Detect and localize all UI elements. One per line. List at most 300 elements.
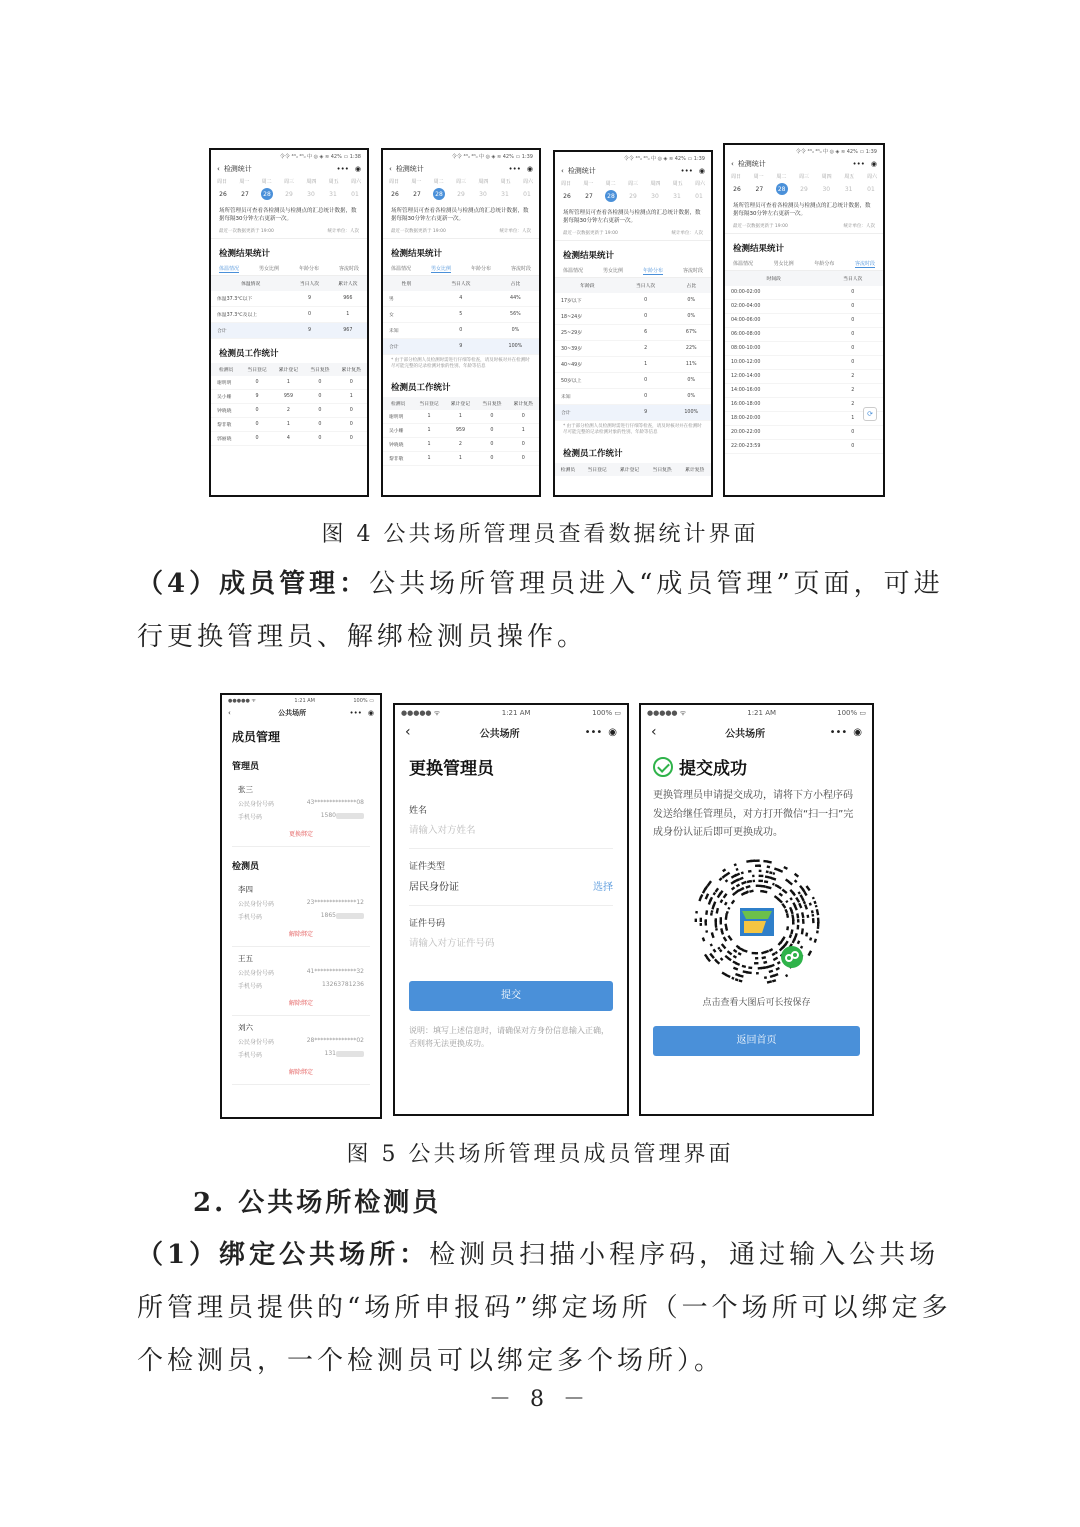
paragraph-member-management bbox=[137, 558, 963, 664]
more-icon[interactable]: ••• bbox=[349, 709, 362, 717]
table-cell: 钟晓晓 bbox=[211, 403, 241, 417]
update-time: 最近一次数据更新于 19:00 bbox=[733, 223, 788, 229]
table-cell: 25~29岁 bbox=[555, 324, 620, 340]
table-row bbox=[725, 397, 883, 411]
phone-statistics-3 bbox=[553, 150, 713, 497]
mini-program-code-icon bbox=[692, 857, 822, 987]
table-row bbox=[725, 327, 883, 341]
weekday-label: 周五 bbox=[844, 174, 855, 180]
back-icon[interactable]: ‹ bbox=[217, 165, 220, 173]
mini-program-code[interactable] bbox=[653, 857, 860, 987]
table-cell: 0 bbox=[476, 438, 507, 452]
date-item[interactable]: 28 bbox=[261, 188, 273, 200]
table-row bbox=[383, 424, 539, 438]
weekday-label: 周二 bbox=[261, 179, 272, 185]
close-capsule-icon[interactable]: ◉ bbox=[354, 165, 361, 173]
stats-tab[interactable]: 男女比例 bbox=[430, 265, 451, 272]
paragraph-text: 检测员扫描小程序码，通过输入公共场所管理员提供的“场所申报码”绑定场所（一个场所可以绑定多个检测员，一个检测员可以绑定多个场所）。 bbox=[137, 1240, 952, 1376]
table-row bbox=[725, 299, 883, 313]
table-cell: 0 bbox=[822, 355, 883, 369]
table-row bbox=[211, 306, 367, 322]
phone-label: 手机号码 bbox=[238, 814, 263, 821]
table-row bbox=[383, 410, 539, 424]
stats-tab[interactable]: 客流时段 bbox=[682, 267, 703, 274]
more-icon[interactable]: ••• bbox=[508, 165, 521, 173]
table-header: 当日登记 bbox=[241, 363, 272, 376]
table-cell: 0 bbox=[304, 403, 335, 417]
date-item[interactable]: 31 bbox=[844, 185, 853, 193]
table-cell: 9 bbox=[620, 404, 672, 420]
total-row bbox=[383, 338, 539, 354]
table-cell: 0 bbox=[620, 308, 672, 324]
phone-label: 手机号码 bbox=[238, 983, 263, 990]
page-title: 更换管理员 bbox=[409, 759, 494, 779]
date-item[interactable]: 31 bbox=[673, 192, 681, 200]
page-title: 提交成功 bbox=[679, 759, 747, 779]
worker-table bbox=[211, 363, 367, 446]
table-cell: 67% bbox=[671, 324, 711, 340]
table-cell: 合计 bbox=[383, 338, 430, 354]
id-type-value: 居民身份证 bbox=[409, 882, 459, 893]
nav-title: 检测统计 bbox=[567, 167, 596, 175]
table-cell: 20:00-22:00 bbox=[725, 425, 822, 439]
table-header: 占比 bbox=[671, 278, 711, 293]
stats-tab[interactable]: 年龄分布 bbox=[298, 265, 319, 272]
table-cell: 959 bbox=[273, 389, 304, 403]
phone-member-list bbox=[220, 693, 382, 1119]
table-cell: 0 bbox=[508, 410, 539, 424]
table-cell: 0% bbox=[492, 322, 539, 338]
table-cell: 06:00-08:00 bbox=[725, 327, 822, 341]
table-cell: 郭丽晓 bbox=[211, 431, 241, 445]
section-heading: 2. 公共场所检测员 bbox=[193, 1188, 442, 1218]
table-row bbox=[211, 376, 367, 390]
table-cell: 5 bbox=[430, 306, 492, 322]
table-cell: 0 bbox=[304, 431, 335, 445]
table-cell: 100% bbox=[492, 338, 539, 354]
date-item[interactable]: 26 bbox=[563, 192, 571, 200]
table-cell: 0 bbox=[508, 438, 539, 452]
phone-value: 131 bbox=[324, 1050, 336, 1057]
worker-stats-title: 检测员工作统计 bbox=[391, 383, 451, 394]
total-row bbox=[555, 404, 711, 420]
paragraph-lead: （4）成员管理： bbox=[137, 569, 370, 599]
table-cell: 9 bbox=[430, 338, 492, 354]
weekday-label: 周二 bbox=[605, 181, 616, 187]
figure-5-caption: 图 5 公共场所管理员成员管理界面 bbox=[346, 1142, 734, 1167]
table-header: 当日人次 bbox=[430, 276, 492, 291]
table-cell: 959 bbox=[445, 424, 476, 438]
description: 场所管理员可查看各检测员与检测点的汇总统计数据，数据每隔30分钟左右更新一次。 bbox=[219, 208, 357, 223]
weekday-label: 周二 bbox=[433, 179, 444, 185]
table-cell: 0 bbox=[508, 452, 539, 466]
table-cell: 12:00-14:00 bbox=[725, 369, 822, 383]
table-cell: 1 bbox=[329, 306, 367, 322]
weekday-label: 周五 bbox=[500, 179, 511, 185]
close-capsule-icon[interactable]: ◉ bbox=[870, 160, 877, 168]
more-icon[interactable]: ••• bbox=[829, 726, 848, 738]
table-header: 检测员 bbox=[211, 363, 241, 376]
scan-icon[interactable]: ⟳ bbox=[863, 407, 877, 421]
table-cell: 1 bbox=[822, 411, 883, 425]
stats-tab[interactable]: 体温情况 bbox=[391, 265, 412, 272]
stats-tab[interactable]: 客流时段 bbox=[510, 265, 531, 272]
table-cell: 谢明明 bbox=[211, 376, 241, 390]
nav-title: 公共场所 bbox=[725, 728, 766, 740]
table-cell: 未知 bbox=[383, 322, 430, 338]
table-cell: 1 bbox=[413, 452, 444, 466]
stats-tab[interactable]: 男女比例 bbox=[258, 265, 279, 272]
status-battery: 100% ▭ bbox=[353, 698, 374, 704]
weekday-label: 周三 bbox=[627, 181, 638, 187]
weekday-label: 周日 bbox=[731, 174, 742, 180]
table-cell: 9 bbox=[290, 322, 328, 338]
weekday-label: 周三 bbox=[798, 174, 809, 180]
table-cell: 钟晓晓 bbox=[383, 438, 413, 452]
date-item[interactable]: 29 bbox=[629, 192, 637, 200]
stats-tab[interactable]: 客流时段 bbox=[338, 265, 359, 272]
table-cell: 00:00-02:00 bbox=[725, 286, 822, 300]
date-item[interactable]: 27 bbox=[413, 190, 421, 198]
table-cell: 吴小姗 bbox=[211, 389, 241, 403]
table-cell: 2 bbox=[273, 403, 304, 417]
table-cell: 0% bbox=[671, 293, 711, 309]
phone-label: 手机号码 bbox=[238, 1052, 263, 1059]
date-item[interactable]: 28 bbox=[605, 190, 617, 202]
table-cell: 谢明明 bbox=[383, 410, 413, 424]
unbind-button[interactable]: 解除绑定 bbox=[232, 992, 370, 1016]
phone-statistics-2 bbox=[381, 148, 541, 497]
total-row bbox=[211, 322, 367, 338]
table-cell: 1 bbox=[508, 424, 539, 438]
table-header: 当日复热 bbox=[646, 463, 679, 476]
table-row bbox=[725, 341, 883, 355]
table-cell: 9 bbox=[241, 389, 272, 403]
close-capsule-icon[interactable]: ◉ bbox=[698, 167, 705, 175]
success-check-icon bbox=[653, 757, 673, 777]
table-row bbox=[383, 438, 539, 452]
table-cell: 40~49岁 bbox=[555, 356, 620, 372]
phone-value: 13263781236 bbox=[322, 981, 364, 988]
table-cell: 合计 bbox=[555, 404, 620, 420]
table-cell: 0% bbox=[671, 308, 711, 324]
table-cell: 0 bbox=[822, 327, 883, 341]
nav-title: 公共场所 bbox=[278, 709, 307, 717]
id-number-label: 证件号码 bbox=[409, 919, 446, 929]
nav-title: 检测统计 bbox=[737, 160, 766, 168]
more-icon[interactable]: ••• bbox=[336, 165, 349, 173]
table-cell: 1 bbox=[273, 417, 304, 431]
table-cell: 100% bbox=[671, 404, 711, 420]
weekday-label: 周四 bbox=[650, 181, 661, 187]
weekday-label: 周日 bbox=[561, 181, 572, 187]
change-binding-button[interactable]: 更换绑定 bbox=[232, 823, 370, 847]
stats-tab[interactable]: 男女比例 bbox=[602, 267, 623, 274]
date-item[interactable]: 30 bbox=[651, 192, 659, 200]
table-header: 累计复热 bbox=[508, 397, 539, 410]
table-header: 当日人次 bbox=[822, 271, 883, 286]
table-cell: 10:00-12:00 bbox=[725, 355, 822, 369]
table-cell: 0 bbox=[241, 431, 272, 445]
table-header: 占比 bbox=[492, 276, 539, 291]
date-item[interactable]: 31 bbox=[501, 190, 509, 198]
stats-tab[interactable]: 年龄分布 bbox=[814, 260, 835, 267]
date-item[interactable]: 26 bbox=[733, 185, 741, 193]
table-cell: 1 bbox=[413, 424, 444, 438]
description: 场所管理员可查看各检测员与检测点的汇总统计数据，数据每隔30分钟左右更新一次。 bbox=[733, 203, 871, 218]
date-item[interactable]: 27 bbox=[241, 190, 249, 198]
member-name: 李四 bbox=[238, 885, 253, 894]
member-name: 张三 bbox=[238, 785, 253, 794]
table-header: 当日复热 bbox=[476, 397, 507, 410]
date-item[interactable]: 28 bbox=[433, 188, 445, 200]
table-row bbox=[555, 324, 711, 340]
table-cell: 1 bbox=[413, 438, 444, 452]
more-icon[interactable]: ••• bbox=[852, 160, 865, 168]
date-item[interactable]: 30 bbox=[307, 190, 315, 198]
more-icon[interactable]: ••• bbox=[680, 167, 693, 175]
stats-tab[interactable]: 体温情况 bbox=[563, 267, 584, 274]
table-cell: 女 bbox=[383, 306, 430, 322]
table-cell: 1 bbox=[273, 376, 304, 390]
phone-statistics-1 bbox=[209, 148, 369, 497]
update-time: 最近一次数据更新于 19:00 bbox=[219, 228, 274, 234]
update-time: 最近一次数据更新于 19:00 bbox=[391, 228, 446, 234]
status-battery: 100% ▭ bbox=[837, 709, 866, 717]
redaction-blur bbox=[336, 913, 364, 919]
table-cell: 未知 bbox=[555, 388, 620, 404]
page-number: － 8 － bbox=[489, 1387, 591, 1412]
weekday-label: 周一 bbox=[753, 174, 764, 180]
table-cell: 18:00-20:00 bbox=[725, 411, 822, 425]
table-row bbox=[725, 313, 883, 327]
table-header: 检测员 bbox=[383, 397, 413, 410]
id-type-label: 证件类型 bbox=[409, 862, 446, 872]
table-header: 当日复热 bbox=[304, 363, 335, 376]
table-row bbox=[555, 293, 711, 309]
table-cell: 0 bbox=[822, 286, 883, 300]
table-row bbox=[725, 355, 883, 369]
weekday-label: 周一 bbox=[239, 179, 250, 185]
table-cell: 2 bbox=[445, 438, 476, 452]
table-header: 当日登记 bbox=[581, 463, 614, 476]
table-header: 时间段 bbox=[725, 271, 822, 286]
result-stats-title: 检测结果统计 bbox=[563, 250, 615, 261]
table-cell: 0% bbox=[671, 388, 711, 404]
table-cell: 2 bbox=[822, 369, 883, 383]
table-header: 累计复热 bbox=[678, 463, 711, 476]
date-item[interactable]: 27 bbox=[585, 192, 593, 200]
stats-tab[interactable]: 体温情况 bbox=[733, 260, 754, 267]
table-cell: 6 bbox=[620, 324, 672, 340]
table-cell: 22:00-23:59 bbox=[725, 439, 822, 453]
table-header: 当日登记 bbox=[413, 397, 444, 410]
table-row bbox=[383, 306, 539, 322]
table-cell: 1 bbox=[445, 410, 476, 424]
paragraph-bind-venue bbox=[137, 1229, 963, 1388]
table-cell: 14:00-16:00 bbox=[725, 383, 822, 397]
date-item[interactable]: 31 bbox=[329, 190, 337, 198]
table-cell: 18~24岁 bbox=[555, 308, 620, 324]
weekday-label: 周三 bbox=[283, 179, 294, 185]
table-note: * 由于部分检测人员检测时需进行仔细等检查，请及时核对并在检测时尽可能完整的记录检测对象的性别、年龄等信息 bbox=[391, 357, 530, 369]
close-capsule-icon[interactable]: ◉ bbox=[853, 726, 862, 738]
table-row bbox=[211, 431, 367, 445]
name-input[interactable]: 请输入对方姓名 bbox=[409, 825, 476, 836]
paragraph-lead: （1）绑定公共场所： bbox=[137, 1240, 430, 1270]
table-header: 性别 bbox=[383, 276, 430, 291]
back-icon[interactable]: ‹ bbox=[561, 167, 564, 175]
date-item[interactable]: 28 bbox=[776, 183, 788, 195]
more-icon[interactable]: ••• bbox=[584, 726, 603, 738]
table-cell: 44% bbox=[492, 291, 539, 307]
table-cell: 黎非敬 bbox=[383, 452, 413, 466]
status-signal: ●●●●● ᯤ bbox=[228, 698, 256, 704]
date-item[interactable]: 30 bbox=[479, 190, 487, 198]
redaction-blur bbox=[336, 1051, 364, 1057]
weekday-label: 周六 bbox=[522, 179, 533, 185]
date-item[interactable]: 30 bbox=[822, 185, 831, 193]
table-row bbox=[725, 425, 883, 439]
status-bar: 令令 ⁴ᴳᵢₗ ⁴ᴳᵢₗ 中 ◎ ◈ ≋ 42% ▭ 1:39 bbox=[795, 149, 877, 155]
table-cell: 0 bbox=[290, 306, 328, 322]
table-cell: 1 bbox=[336, 389, 367, 403]
worker-stats-title: 检测员工作统计 bbox=[563, 449, 623, 460]
weekday-label: 周三 bbox=[455, 179, 466, 185]
description: 场所管理员可查看各检测员与检测点的汇总统计数据，数据每隔30分钟左右更新一次。 bbox=[391, 208, 529, 223]
date-item[interactable]: 26 bbox=[219, 190, 227, 198]
table-header: 体温情况 bbox=[211, 276, 290, 291]
back-home-button[interactable]: 返回首页 bbox=[653, 1026, 860, 1056]
result-table bbox=[725, 271, 883, 454]
id-label: 公民身份号码 bbox=[238, 1039, 275, 1046]
result-table bbox=[555, 278, 711, 421]
table-header: 年龄段 bbox=[555, 278, 620, 293]
table-cell: 4 bbox=[273, 431, 304, 445]
table-header: 检测员 bbox=[555, 463, 581, 476]
table-cell: 0 bbox=[304, 417, 335, 431]
date-item[interactable]: 26 bbox=[391, 190, 399, 198]
stat-unit: 统计单位：人次 bbox=[499, 228, 531, 234]
table-row bbox=[725, 369, 883, 383]
stat-unit: 统计单位：人次 bbox=[671, 230, 703, 236]
status-time: 1:21 AM bbox=[294, 698, 315, 704]
close-capsule-icon[interactable]: ◉ bbox=[526, 165, 533, 173]
table-cell: 967 bbox=[329, 322, 367, 338]
table-cell: 0% bbox=[671, 372, 711, 388]
table-header: 累计登记 bbox=[613, 463, 646, 476]
table-cell: 0 bbox=[241, 417, 272, 431]
table-header: 当日人次 bbox=[290, 276, 328, 291]
close-capsule-icon[interactable]: ◉ bbox=[608, 726, 617, 738]
id-number-input[interactable]: 请输入对方证件号码 bbox=[409, 938, 495, 949]
table-cell: 0 bbox=[336, 431, 367, 445]
table-cell: 合计 bbox=[211, 322, 290, 338]
weekday-label: 周日 bbox=[217, 179, 228, 185]
table-cell: 50岁以上 bbox=[555, 372, 620, 388]
table-cell: 0 bbox=[822, 313, 883, 327]
result-stats-title: 检测结果统计 bbox=[391, 248, 443, 259]
unbind-button[interactable]: 解除绑定 bbox=[232, 1061, 370, 1085]
id-type-field[interactable] bbox=[409, 849, 613, 906]
table-cell: 0 bbox=[620, 372, 672, 388]
stats-tab[interactable]: 年龄分布 bbox=[470, 265, 491, 272]
table-cell: 吴小姗 bbox=[383, 424, 413, 438]
update-time: 最近一次数据更新于 19:00 bbox=[563, 230, 618, 236]
date-item[interactable]: 29 bbox=[457, 190, 465, 198]
table-cell: 0 bbox=[822, 341, 883, 355]
back-icon[interactable]: ‹ bbox=[405, 724, 411, 740]
id-number-field[interactable] bbox=[409, 906, 613, 961]
back-icon[interactable]: ‹ bbox=[731, 160, 734, 168]
date-item[interactable]: 01 bbox=[351, 190, 359, 198]
back-icon[interactable]: ‹ bbox=[389, 165, 392, 173]
phone-submit-success bbox=[639, 703, 874, 1116]
submit-button[interactable]: 提交 bbox=[409, 981, 613, 1011]
date-item[interactable]: 01 bbox=[867, 185, 875, 193]
id-value: 23**************12 bbox=[306, 899, 364, 906]
stats-tab[interactable]: 男女比例 bbox=[773, 260, 794, 267]
result-stats-title: 检测结果统计 bbox=[219, 248, 271, 259]
name-field[interactable] bbox=[409, 793, 613, 849]
table-row bbox=[725, 383, 883, 397]
table-cell: 17岁以下 bbox=[555, 293, 620, 309]
weekday-label: 周五 bbox=[328, 179, 339, 185]
date-item[interactable]: 01 bbox=[695, 192, 703, 200]
date-item[interactable]: 29 bbox=[285, 190, 293, 198]
weekday-label: 周二 bbox=[776, 174, 787, 180]
stats-tab[interactable]: 体温情况 bbox=[219, 265, 240, 272]
tester-section-title: 检测员 bbox=[232, 862, 260, 872]
table-cell: 2 bbox=[620, 340, 672, 356]
close-capsule-icon[interactable]: ◉ bbox=[367, 709, 374, 717]
date-item[interactable]: 29 bbox=[800, 185, 808, 193]
phone-statistics-4 bbox=[723, 143, 885, 497]
date-item[interactable]: 27 bbox=[755, 185, 764, 193]
back-icon[interactable]: ‹ bbox=[228, 709, 231, 717]
worker-table bbox=[555, 463, 711, 476]
table-row bbox=[383, 322, 539, 338]
table-cell: 9 bbox=[290, 291, 328, 307]
tester-card bbox=[232, 878, 370, 947]
id-type-select[interactable]: 选择 bbox=[593, 882, 613, 893]
table-cell: 2 bbox=[822, 383, 883, 397]
id-value: 43**************08 bbox=[306, 799, 364, 806]
table-row bbox=[725, 439, 883, 453]
table-cell: 0 bbox=[620, 293, 672, 309]
stats-tab[interactable]: 年龄分布 bbox=[642, 267, 663, 274]
date-item[interactable]: 01 bbox=[523, 190, 531, 198]
table-cell: 0 bbox=[822, 299, 883, 313]
table-cell: 0 bbox=[822, 439, 883, 453]
unbind-button[interactable]: 解除绑定 bbox=[232, 923, 370, 947]
table-cell: 0 bbox=[822, 425, 883, 439]
worker-table bbox=[383, 397, 539, 466]
table-cell: 08:00-10:00 bbox=[725, 341, 822, 355]
table-cell: 0 bbox=[336, 376, 367, 390]
table-cell: 0 bbox=[620, 388, 672, 404]
weekday-label: 周六 bbox=[350, 179, 361, 185]
id-value: 41**************32 bbox=[306, 968, 364, 975]
tester-card bbox=[232, 947, 370, 1016]
table-row bbox=[555, 388, 711, 404]
stats-tab[interactable]: 客流时段 bbox=[854, 260, 875, 267]
back-icon[interactable]: ‹ bbox=[651, 724, 657, 740]
table-row bbox=[383, 452, 539, 466]
status-bar: 令令 ⁴ᴳᵢₗ ⁴ᴳᵢₗ 中 ◎ ◈ ≋ 42% ▭ 1:39 bbox=[623, 156, 705, 162]
table-header: 累计复热 bbox=[336, 363, 367, 376]
table-cell: 0 bbox=[241, 376, 272, 390]
